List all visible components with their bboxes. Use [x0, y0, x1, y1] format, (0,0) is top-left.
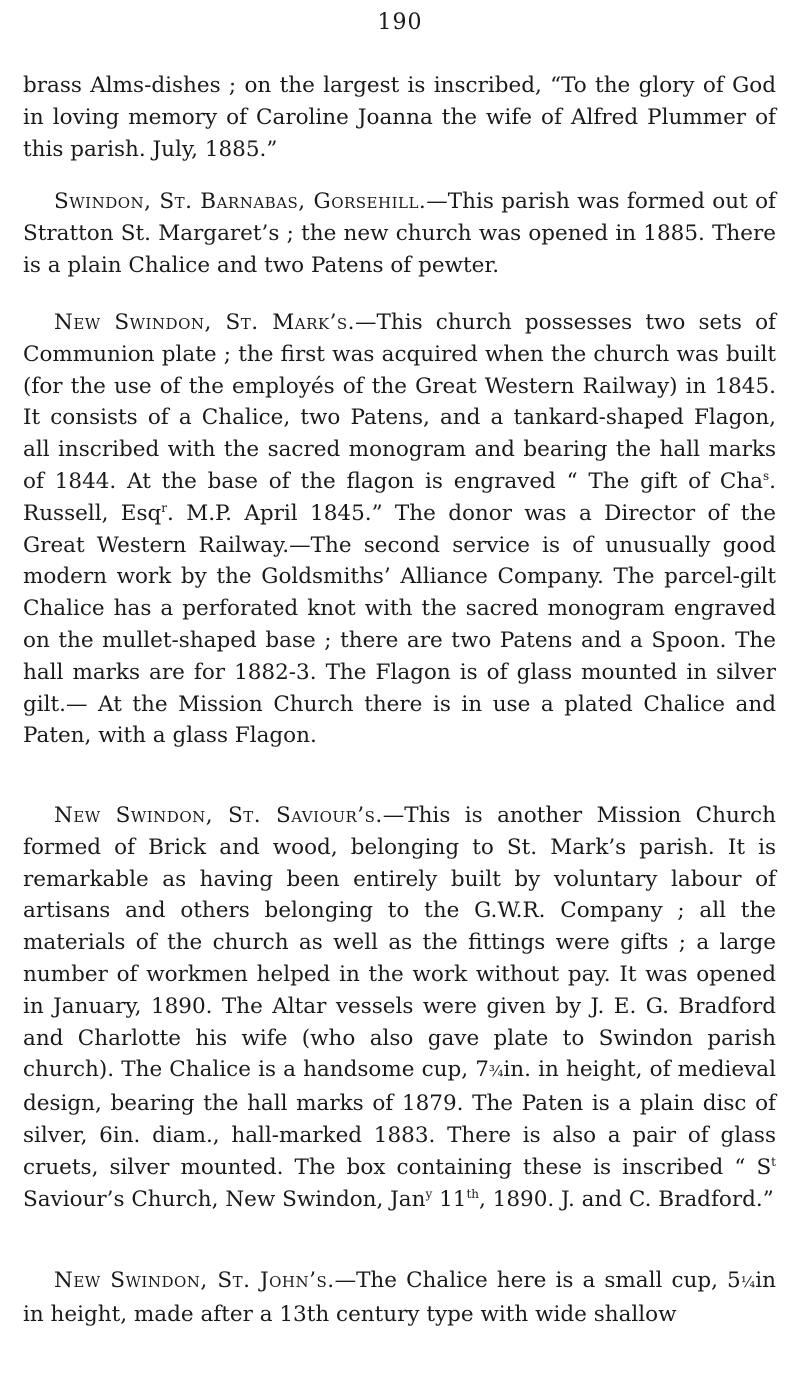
- superscript: t: [771, 1154, 776, 1169]
- paragraph-text: —This parish was formed out of Stratton St. Margaret’s ; the new church was opened in 1885. There is a plain Chalice and two Patens of pewter.: [23, 189, 776, 278]
- section-heading: New Swindon, St. John’s.: [54, 1268, 335, 1293]
- section-heading: Swindon, St. Barnabas, Gorsehill.: [54, 189, 427, 214]
- section-heading: New Swindon, St. Mark’s.: [54, 310, 356, 335]
- fraction: ¾: [488, 1062, 504, 1081]
- superscript: th: [466, 1186, 479, 1201]
- fraction: ¼: [740, 1273, 756, 1291]
- page-number: 190: [377, 10, 423, 35]
- paragraph-text: , 1890. J. and C. Bradford.”: [479, 1186, 774, 1212]
- paragraph-st-marks: [23, 307, 776, 752]
- paragraph-st-saviours: [23, 800, 776, 1215]
- section-heading: New Swindon, St. Saviour’s.: [54, 803, 383, 828]
- paragraph-text: 11: [432, 1186, 467, 1212]
- paragraph-text: —The Chalice here is a small cup, 5: [334, 1268, 741, 1293]
- paragraph-text: Saviour’s Church, New Swindon, Jan: [23, 1186, 426, 1212]
- paragraph-text: . Russell, Esq: [23, 468, 776, 526]
- superscript: r: [161, 500, 168, 515]
- paragraph-text: . M.P. April 1845.” The donor was a Director of the Great Western Railway.—The second service is of unusually good modern work by the Goldsmiths’ Alliance Company. The parcel-gilt Chalice has a perforated knot with the sacred monogram engraved on the mullet-shaped base ; there are two Patens and a Spoon. The hall marks are for 1882-3. The Flagon is of glass mounted in silver gilt.— At the Mission Church there is in use a plated Chalice and Paten, with a glass Flagon.: [23, 500, 776, 749]
- paragraph-text: —This church possesses two sets of Communion plate ; the first was acquired when the church was built (for the use of the employés of the Great Western Railway) in 1845. It consists of a Chalice, two Patens, and a tankard-shaped Flagon, all inscribed with the sacred monogram and bearing the hall marks of 1844. At the base of the flagon is engraved “ The gift of Cha: [23, 310, 777, 494]
- superscript: s: [762, 468, 770, 483]
- superscript: y: [425, 1186, 433, 1201]
- paragraph-st-barnabas: [23, 186, 776, 281]
- paragraph-brass-alms-dishes: [23, 70, 776, 165]
- paragraph-st-johns: [23, 1265, 776, 1331]
- paragraph-text: brass Alms-dishes ; on the largest is inscribed, “To the glory of God in loving memory of Caroline Joanna the wife of Alfred Plummer of this parish. July, 1885.”: [23, 73, 776, 162]
- paragraph-text: in in height, made after a 13th century type with wide shallow: [23, 1268, 777, 1327]
- paragraph-text: in. in height, of medieval design, bearing the hall marks of 1879. The Paten is a plain disc of silver, 6in. diam., hall-marked 1883. There is also a pair of glass cruets, silver mounted. The box containing these is inscribed “ S: [23, 1057, 776, 1180]
- paragraph-text: —This is another Mission Church formed of Brick and wood, belonging to St. Mark’s parish. It is remarkable as having been entirely built by voluntary labour of artisans and others belonging to the G.W.R. Company ; all the materials of the church as well as the fittings were gifts ; a large number of workmen helped in the work without pay. It was opened in January, 1890. The Altar vessels were given by J. E. G. Bradford and Charlotte his wife (who also gave plate to Swindon parish church). The Chalice is a handsome cup, 7: [23, 803, 776, 1083]
